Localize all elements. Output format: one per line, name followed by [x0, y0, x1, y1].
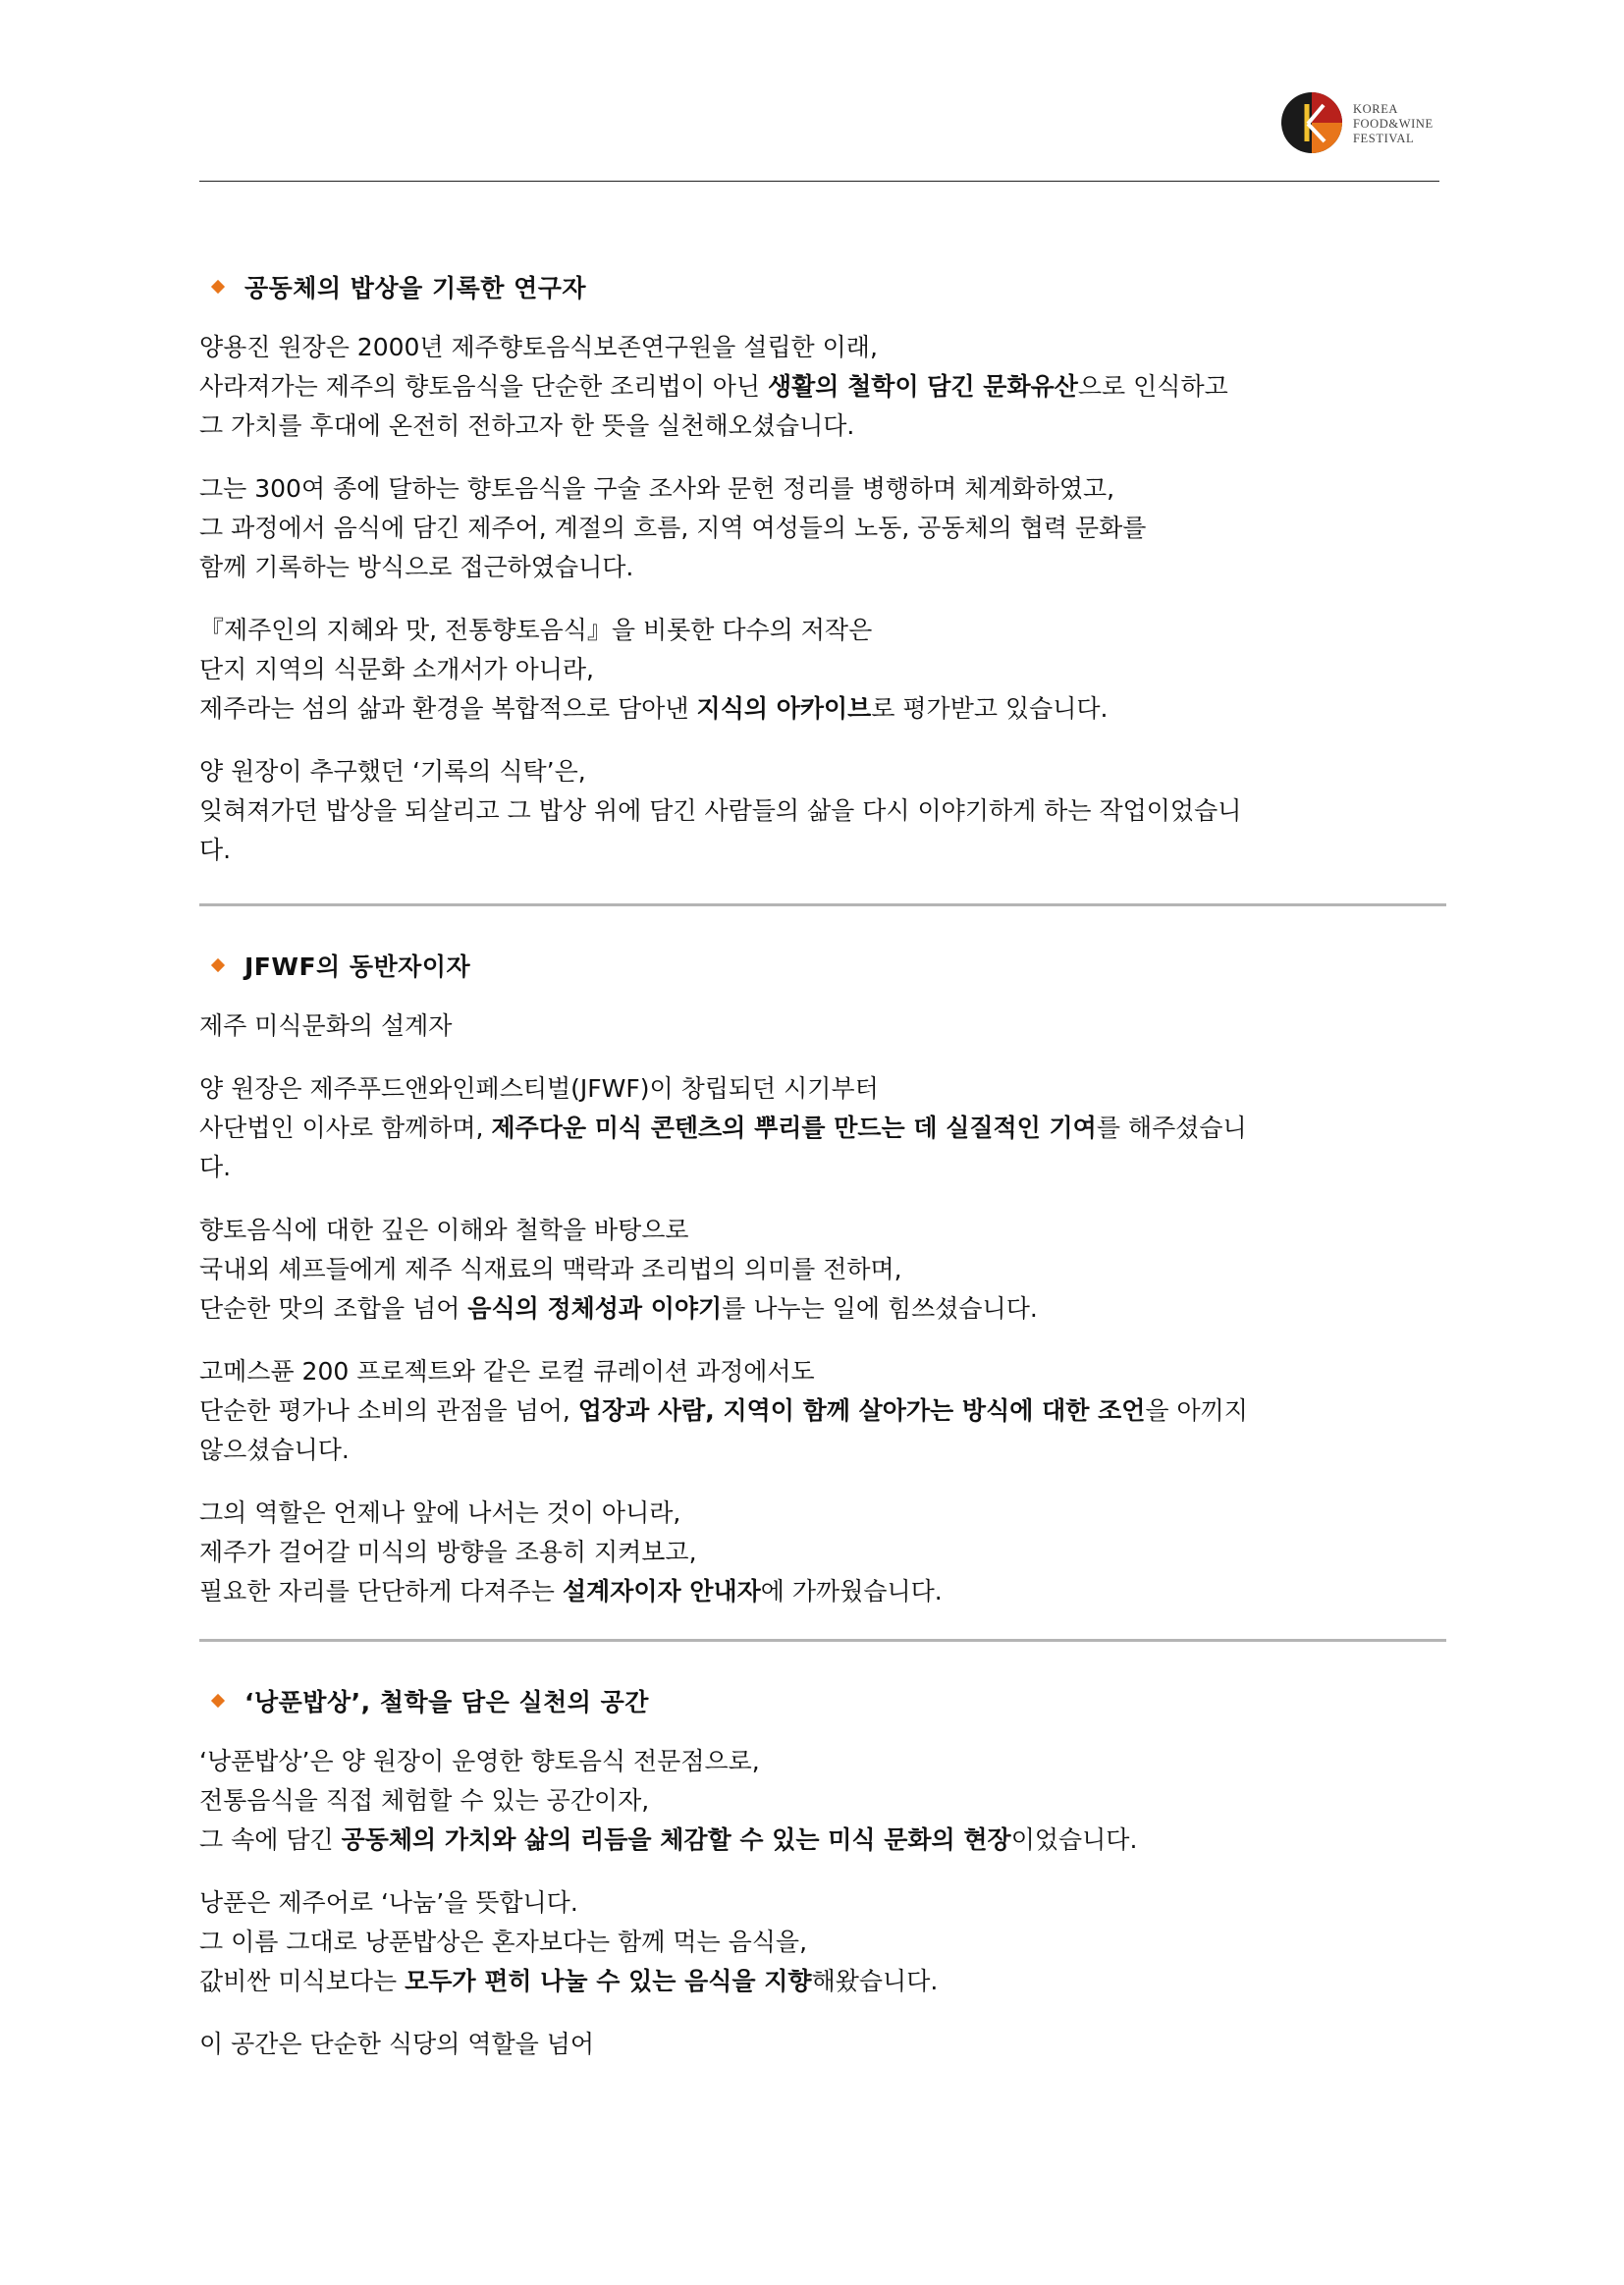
section-nangpun-bapsang	[199, 1681, 1446, 2064]
paragraph	[199, 328, 1446, 446]
text-line: 다.	[199, 1153, 232, 1181]
paragraph	[199, 752, 1446, 870]
text-line: 낭푼은 제주어로 ‘나눔’을 뜻합니다.	[199, 1888, 578, 1917]
section-title: ‘낭푼밥상’, 철학을 담은 실천의 공간	[244, 1688, 649, 1716]
logo-line-festival: FESTIVAL	[1353, 132, 1415, 145]
paragraph	[199, 1006, 1446, 1046]
emphasis-text: 공동체의 가치와 삶의 리듬을 체감할 수 있는 미식 문화의 현장	[341, 1825, 1011, 1854]
text-run: 해왔습니다.	[811, 1967, 939, 1995]
text-run: 을 아끼지	[1145, 1396, 1248, 1425]
section-jfwf-partner	[199, 946, 1446, 1611]
text-run: 단순한 맛의 조합을 넘어	[199, 1294, 468, 1323]
text-run: 그 속에 담긴	[199, 1825, 342, 1854]
text-line	[199, 367, 1446, 407]
text-run: 에 가까웠습니다.	[760, 1577, 943, 1605]
text-line: ‘낭푼밥상’은 양 원장이 운영한 향토음식 전문점으로,	[199, 1747, 760, 1775]
text-run: 를 나누는 일에 힘쓰셨습니다.	[722, 1294, 1038, 1323]
text-line: 『제주인의 지혜와 맛, 전통향토음식』을 비롯한 다수의 저작은	[199, 616, 873, 644]
emphasis-text: 음식의 정체성과 이야기	[467, 1294, 723, 1323]
section-heading	[199, 267, 1446, 306]
diamond-bullet-icon	[211, 958, 225, 972]
festival-logo	[1279, 90, 1456, 161]
emphasis-text: 제주다운 미식 콘텐츠의 뿌리를 만드는 데 실질적인 기여	[491, 1114, 1097, 1142]
text-line: 함께 기록하는 방식으로 접근하였습니다.	[199, 553, 634, 581]
diamond-bullet-icon	[211, 1694, 225, 1708]
text-line: 그 과정에서 음식에 담긴 제주어, 계절의 흐름, 지역 여성들의 노동, 공동체의 협력 문화를	[199, 514, 1147, 542]
emphasis-text: 모두가 편히 나눌 수 있는 음식을 지향	[405, 1967, 812, 1995]
text-run: 사단법인 이사로 함께하며,	[199, 1114, 492, 1142]
text-line: 향토음식에 대한 깊은 이해와 철학을 바탕으로	[199, 1216, 689, 1244]
text-run: 값비싼 미식보다는	[199, 1967, 406, 1995]
k-logo-icon	[1279, 90, 1344, 155]
text-run: 필요한 자리를 단단하게 다져주는	[199, 1577, 563, 1605]
text-run: 단순한 평가나 소비의 관점을 넘어,	[199, 1396, 578, 1425]
text-line	[199, 1962, 1446, 2001]
text-line: 않으셨습니다.	[199, 1436, 350, 1464]
emphasis-text: 지식의 아카이브	[696, 694, 872, 723]
text-run: 로 평가받고 있습니다.	[871, 694, 1109, 723]
emphasis-text: 설계자이자 안내자	[562, 1577, 761, 1605]
text-line: 양 원장은 제주푸드앤와인페스티벌(JFWF)이 창립되던 시기부터	[199, 1074, 879, 1103]
paragraph	[199, 611, 1446, 729]
section-heading	[199, 1681, 1446, 1720]
header-rule	[199, 181, 1439, 182]
section-title: JFWF의 동반자이자	[244, 952, 471, 981]
text-run: 사라져가는 제주의 향토음식을 단순한 조리법이 아닌	[199, 372, 768, 401]
text-line: 이 공간은 단순한 식당의 역할을 넘어	[199, 2030, 594, 2058]
text-line: 그는 300여 종에 달하는 향토음식을 구술 조사와 문헌 정리를 병행하며 체계화하였고,	[199, 474, 1115, 503]
text-line	[199, 689, 1446, 729]
logo-wordmark	[1353, 102, 1434, 146]
text-line: 그 이름 그대로 낭푼밥상은 혼자보다는 함께 먹는 음식을,	[199, 1928, 808, 1956]
text-line	[199, 1109, 1446, 1148]
text-line	[199, 1289, 1446, 1329]
logo-line-korea: KOREA	[1353, 102, 1399, 116]
text-line: 그의 역할은 언제나 앞에 나서는 것이 아니라,	[199, 1498, 681, 1527]
paragraph	[199, 1494, 1446, 1611]
text-line: 국내외 셰프들에게 제주 식재료의 맥락과 조리법의 의미를 전하며,	[199, 1255, 902, 1283]
text-line	[199, 1391, 1446, 1431]
text-line: 제주가 걸어갈 미식의 방향을 조용히 지켜보고,	[199, 1538, 697, 1566]
logo-line-food-wine: FOOD&WINE	[1353, 117, 1434, 131]
emphasis-text: 생활의 철학이 담긴 문화유산	[767, 372, 1078, 401]
paragraph	[199, 1352, 1446, 1470]
paragraph	[199, 1742, 1446, 1860]
document-body	[199, 267, 1446, 2088]
diamond-bullet-icon	[211, 280, 225, 294]
section-divider	[199, 903, 1446, 906]
emphasis-text: 업장과 사람, 지역이 함께 살아가는 방식에 대한 조언	[577, 1396, 1146, 1425]
text-line	[199, 1572, 1446, 1611]
section-divider	[199, 1639, 1446, 1642]
text-line: 양 원장이 추구했던 ‘기록의 식탁’은,	[199, 757, 586, 786]
text-run: 제주라는 섬의 삶과 환경을 복합적으로 담아낸	[199, 694, 697, 723]
text-line: 그 가치를 후대에 온전히 전하고자 한 뜻을 실천해오셨습니다.	[199, 411, 855, 440]
paragraph	[199, 2025, 1446, 2064]
text-run: 으로 인식하고	[1077, 372, 1228, 401]
text-run: 이었습니다.	[1010, 1825, 1138, 1854]
text-line: 양용진 원장은 2000년 제주향토음식보존연구원을 설립한 이래,	[199, 333, 878, 361]
text-line	[199, 1821, 1446, 1860]
paragraph	[199, 1069, 1446, 1187]
section-researcher	[199, 267, 1446, 870]
text-run: 를 해주셨습니	[1096, 1114, 1247, 1142]
text-line: 잊혀져가던 밥상을 되살리고 그 밥상 위에 담긴 사람들의 삶을 다시 이야기하게 하는 작업이었습니	[199, 796, 1242, 825]
paragraph	[199, 1211, 1446, 1329]
text-line: 고메스퓬 200 프로젝트와 같은 로컬 큐레이션 과정에서도	[199, 1357, 815, 1386]
paragraph	[199, 1883, 1446, 2001]
section-title: 공동체의 밥상을 기록한 연구자	[244, 274, 587, 302]
paragraph	[199, 469, 1446, 587]
text-line: 다.	[199, 836, 232, 864]
section-heading	[199, 946, 1446, 985]
text-line: 전통음식을 직접 체험할 수 있는 공간이자,	[199, 1786, 650, 1815]
text-line: 제주 미식문화의 설계자	[199, 1011, 453, 1040]
text-line: 단지 지역의 식문화 소개서가 아니라,	[199, 655, 594, 683]
